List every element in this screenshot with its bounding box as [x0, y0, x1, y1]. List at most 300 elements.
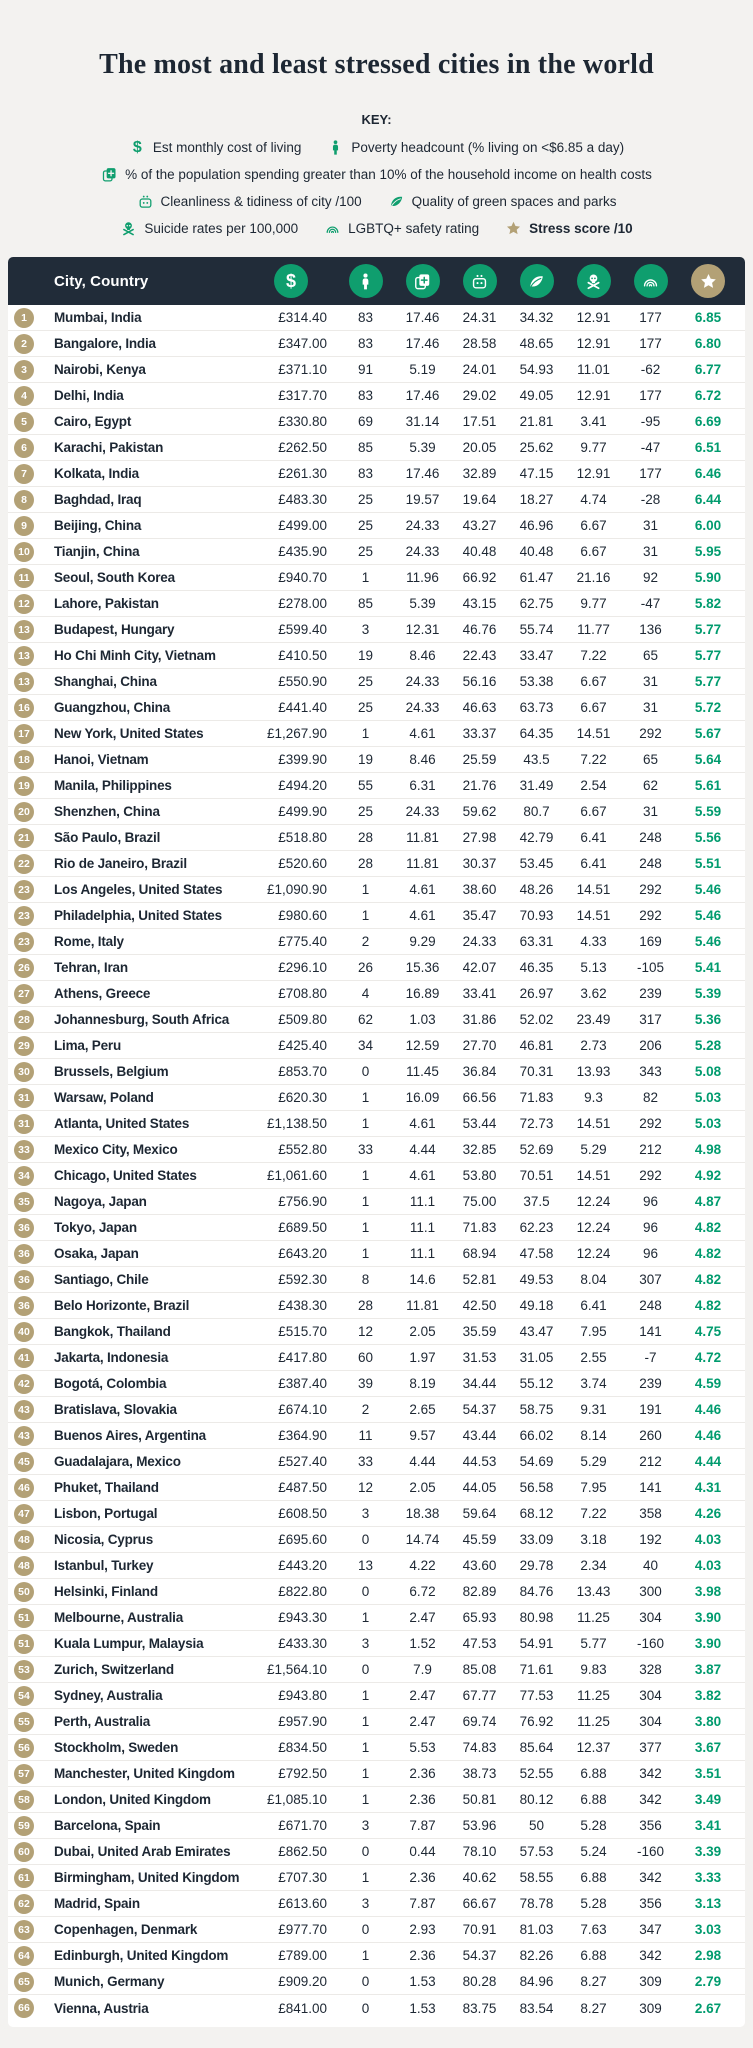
- cost-of-living-cell: £425.40: [278, 1038, 327, 1053]
- table-row: [8, 903, 745, 929]
- stress-score-cell: 4.82: [694, 1272, 722, 1287]
- stress-score-cell: 5.56: [694, 830, 722, 845]
- health-cost-cell: 31.14: [405, 414, 440, 429]
- rank-badge: 48: [14, 1530, 34, 1550]
- suicide-rate-cell: 2.73: [580, 1038, 607, 1053]
- lgbtq-rating-cell: 356: [639, 1896, 662, 1911]
- health-cost-cell: 19.57: [405, 492, 440, 507]
- stress-score-cell: 6.46: [694, 466, 722, 481]
- table-row: [8, 1319, 745, 1345]
- cleanliness-cell: 35.47: [462, 908, 497, 923]
- green-space-cell: 46.96: [519, 518, 554, 533]
- suicide-rate-cell: 9.77: [580, 440, 607, 455]
- suicide-rate-cell: 5.29: [580, 1142, 607, 1157]
- green-space-cell: 58.75: [519, 1402, 554, 1417]
- green-space-cell: 58.55: [519, 1870, 554, 1885]
- key-label: Poverty headcount (% living on <$6.85 a day): [351, 139, 625, 155]
- rank-badge: 57: [14, 1764, 34, 1784]
- lgbtq-rating-cell: 31: [642, 544, 659, 559]
- poverty-cell: 85: [357, 440, 374, 455]
- cost-of-living-cell: £940.70: [278, 570, 327, 585]
- city-name: Vienna, Austria: [54, 2000, 149, 2016]
- table-row: [8, 1449, 745, 1475]
- lgbtq-rating-cell: 212: [639, 1454, 662, 1469]
- stress-score-cell: 4.82: [694, 1246, 722, 1261]
- green-space-cell: 52.02: [519, 1012, 554, 1027]
- health-cost-cell: 7.9: [413, 1662, 432, 1677]
- poverty-cell: 1: [361, 1194, 370, 1209]
- suicide-rate-cell: 6.88: [580, 1792, 607, 1807]
- stress-score-cell: 5.77: [694, 674, 722, 689]
- table-row: [8, 1761, 745, 1787]
- stress-score-cell: 5.77: [694, 648, 722, 663]
- stress-table: [8, 257, 745, 2027]
- cleanliness-cell: 21.76: [462, 778, 497, 793]
- cleanliness-icon: [137, 193, 154, 210]
- rank-badge: 65: [14, 1972, 34, 1992]
- lgbtq-rating-cell: 342: [639, 1766, 662, 1781]
- health-cost-cell: 12.31: [405, 622, 440, 637]
- health-cost-cell: 4.44: [409, 1454, 436, 1469]
- lgbtq-rating-cell: 347: [639, 1922, 662, 1937]
- suicide-rate-cell: 3.18: [580, 1532, 607, 1547]
- city-name: Phuket, Thailand: [54, 1480, 159, 1495]
- rank-badge: 4: [14, 386, 34, 406]
- lgbtq-rating-cell: -160: [636, 1636, 665, 1651]
- suicide-rate-cell: 6.67: [580, 674, 607, 689]
- green-space-cell: 49.05: [519, 388, 554, 403]
- suicide-rate-cell: 4.74: [580, 492, 607, 507]
- health-cost-cell: 8.19: [409, 1376, 436, 1391]
- poverty-cell: 1: [361, 1740, 370, 1755]
- suicide-rate-cell: 8.04: [580, 1272, 607, 1287]
- city-name: Bratislava, Slovakia: [54, 1402, 177, 1417]
- green-space-cell: 63.31: [519, 934, 554, 949]
- city-name: Barcelona, Spain: [54, 1818, 161, 1833]
- poverty-cell: 4: [361, 986, 370, 1001]
- poverty-cell: 1: [361, 570, 370, 585]
- table-row: [8, 643, 745, 669]
- table-row: [8, 929, 745, 955]
- stress-score-cell: 5.72: [694, 700, 722, 715]
- cleanliness-cell: 54.37: [462, 1402, 497, 1417]
- green-space-cell: 84.76: [519, 1584, 554, 1599]
- city-name: Shenzhen, China: [54, 804, 160, 819]
- leaf-icon: [520, 264, 554, 298]
- rank-badge: 61: [14, 1868, 34, 1888]
- health-cost-cell: 11.96: [406, 570, 439, 585]
- cost-of-living-cell: £1,138.50: [266, 1116, 327, 1131]
- suicide-rate-cell: 6.88: [580, 1948, 607, 1963]
- poverty-cell: 25: [357, 804, 374, 819]
- city-name: Santiago, Chile: [54, 1272, 149, 1287]
- key-label: % of the population spending greater than 10% of the household income on health costs: [125, 166, 652, 182]
- cleanliness-cell: 36.84: [462, 1064, 497, 1079]
- lgbtq-rating-cell: 317: [639, 1012, 662, 1027]
- suicide-rate-cell: 12.91: [576, 310, 611, 325]
- cost-of-living-cell: £592.30: [278, 1272, 327, 1287]
- green-space-cell: 33.47: [519, 648, 554, 663]
- cleanliness-cell: 32.85: [462, 1142, 497, 1157]
- suicide-rate-cell: 12.37: [576, 1740, 611, 1755]
- green-space-cell: 84.96: [519, 1974, 554, 1989]
- cleanliness-cell: 43.15: [462, 596, 497, 611]
- health-cost-cell: 7.87: [409, 1818, 436, 1833]
- rank-badge: 56: [14, 1738, 34, 1758]
- suicide-rate-cell: 3.41: [580, 414, 607, 429]
- lgbtq-rating-cell: 292: [639, 726, 662, 741]
- stress-score-cell: 5.03: [694, 1116, 722, 1131]
- lgbtq-rating-cell: 309: [639, 2000, 662, 2016]
- cost-of-living-cell: £708.80: [278, 986, 327, 1001]
- green-space-cell: 54.91: [519, 1636, 554, 1651]
- stress-score-cell: 5.82: [694, 596, 722, 611]
- health-cost-cell: 14.6: [409, 1272, 436, 1287]
- key-label: Quality of green spaces and parks: [411, 193, 617, 209]
- health-cost-cell: 4.61: [409, 908, 436, 923]
- city-name: Nagoya, Japan: [54, 1194, 147, 1209]
- lgbtq-rating-cell: 304: [639, 1688, 662, 1703]
- lgbtq-rating-cell: 136: [639, 622, 662, 637]
- lgbtq-rating-cell: 260: [639, 1428, 662, 1443]
- green-space-cell: 64.35: [519, 726, 554, 741]
- table-row: [8, 1475, 745, 1501]
- city-name: Osaka, Japan: [54, 1246, 139, 1261]
- health-cost-cell: 12.59: [405, 1038, 440, 1053]
- health-cost-cell: 1.53: [409, 1974, 436, 1989]
- table-row: [8, 409, 745, 435]
- table-row: [8, 1865, 745, 1891]
- table-row: [8, 1397, 745, 1423]
- rank-badge: 21: [14, 828, 34, 848]
- lgbtq-rating-cell: 292: [639, 1168, 662, 1183]
- green-space-cell: 31.05: [519, 1350, 554, 1365]
- city-name: Beijing, China: [54, 518, 142, 533]
- city-name: New York, United States: [54, 726, 204, 741]
- city-name: Edinburgh, United Kingdom: [54, 1948, 229, 1963]
- rank-badge: 3: [14, 360, 34, 380]
- cost-of-living-cell: £643.20: [278, 1246, 327, 1261]
- green-space-cell: 46.35: [519, 960, 554, 975]
- city-name: Madrid, Spain: [54, 1896, 140, 1911]
- city-name: Chicago, United States: [54, 1168, 197, 1183]
- leaf-icon: [388, 193, 405, 210]
- lgbtq-rating-cell: 248: [639, 856, 662, 871]
- table-row: [8, 1969, 745, 1995]
- city-name: Jakarta, Indonesia: [54, 1350, 169, 1365]
- city-name: Buenos Aires, Argentina: [54, 1428, 206, 1443]
- city-name: Nicosia, Cyprus: [54, 1532, 154, 1547]
- green-space-cell: 46.81: [519, 1038, 554, 1053]
- suicide-rate-cell: 6.41: [580, 830, 607, 845]
- city-name: Brussels, Belgium: [54, 1064, 169, 1079]
- cleanliness-cell: 17.51: [462, 414, 497, 429]
- cleanliness-cell: 19.64: [462, 492, 497, 507]
- city-name: Baghdad, Iraq: [54, 492, 142, 507]
- green-space-cell: 54.93: [519, 362, 554, 377]
- stress-score-cell: 3.90: [694, 1636, 722, 1651]
- green-space-cell: 56.58: [519, 1480, 554, 1495]
- cost-of-living-cell: £387.40: [278, 1376, 327, 1391]
- rank-badge: 17: [14, 724, 34, 744]
- cleanliness-cell: 33.37: [462, 726, 497, 741]
- table-row: [8, 1163, 745, 1189]
- dollar-icon: $: [274, 264, 308, 298]
- table-row: [8, 669, 745, 695]
- cleanliness-cell: 53.96: [462, 1818, 497, 1833]
- suicide-rate-cell: 12.24: [576, 1220, 611, 1235]
- rank-badge: 23: [14, 906, 34, 926]
- green-space-cell: 26.97: [519, 986, 554, 1001]
- poverty-cell: 62: [357, 1012, 374, 1027]
- cost-of-living-cell: £977.70: [278, 1922, 327, 1937]
- cost-of-living-cell: £518.80: [278, 830, 327, 845]
- star-icon: [505, 220, 522, 237]
- stress-score-cell: 3.13: [694, 1896, 722, 1911]
- stress-score-cell: 3.98: [694, 1584, 722, 1599]
- poverty-cell: 11: [358, 1428, 373, 1443]
- green-space-cell: 47.15: [519, 466, 554, 481]
- health-cost-cell: 2.05: [409, 1480, 436, 1495]
- health-card-icon: [101, 166, 118, 183]
- cost-of-living-cell: £775.40: [278, 934, 327, 949]
- table-row: [8, 1241, 745, 1267]
- lgbtq-rating-cell: 292: [639, 908, 662, 923]
- lgbtq-rating-cell: 356: [639, 1818, 662, 1833]
- table-row: [8, 799, 745, 825]
- poverty-cell: 2: [361, 934, 370, 949]
- lgbtq-rating-cell: 292: [639, 1116, 662, 1131]
- suicide-rate-cell: 9.3: [584, 1090, 603, 1105]
- city-name: Tianjin, China: [54, 544, 140, 559]
- cleanliness-cell: 24.31: [462, 310, 497, 325]
- green-space-cell: 52.69: [519, 1142, 554, 1157]
- cost-of-living-cell: £980.60: [278, 908, 327, 923]
- stress-score-cell: 3.80: [694, 1714, 722, 1729]
- cleanliness-cell: 53.44: [462, 1116, 497, 1131]
- health-cost-cell: 9.57: [409, 1428, 436, 1443]
- lgbtq-rating-cell: 342: [639, 1870, 662, 1885]
- poverty-cell: 26: [357, 960, 374, 975]
- cleanliness-cell: 25.59: [462, 752, 497, 767]
- suicide-rate-cell: 6.88: [580, 1870, 607, 1885]
- cleanliness-cell: 44.05: [462, 1480, 497, 1495]
- health-cost-cell: 2.93: [409, 1922, 436, 1937]
- rank-badge: 41: [14, 1348, 34, 1368]
- cost-of-living-cell: £943.30: [278, 1610, 327, 1625]
- stress-score-cell: 5.41: [694, 960, 722, 975]
- rank-badge: 36: [14, 1244, 34, 1264]
- green-space-cell: 78.78: [519, 1896, 554, 1911]
- poverty-cell: 0: [361, 1662, 370, 1677]
- key-label: Stress score /10: [529, 220, 633, 236]
- lgbtq-rating-cell: 82: [642, 1090, 659, 1105]
- city-name: Mumbai, India: [54, 310, 142, 325]
- table-row: [8, 825, 745, 851]
- cost-of-living-cell: £608.50: [278, 1506, 327, 1521]
- table-row: [8, 591, 745, 617]
- green-space-cell: 52.55: [519, 1766, 554, 1781]
- poverty-cell: 1: [361, 908, 370, 923]
- cost-of-living-cell: £862.50: [278, 1844, 327, 1859]
- suicide-rate-cell: 2.54: [580, 778, 607, 793]
- health-cost-cell: 6.72: [409, 1584, 436, 1599]
- table-row: [8, 851, 745, 877]
- stress-score-cell: 6.85: [694, 310, 722, 325]
- key-line-3: [0, 193, 753, 209]
- table-row: [8, 1839, 745, 1865]
- poverty-cell: 1: [361, 1090, 370, 1105]
- cost-of-living-cell: £483.30: [278, 492, 327, 507]
- cleanliness-cell: 56.16: [462, 674, 497, 689]
- lgbtq-rating-cell: -62: [640, 362, 661, 377]
- poverty-cell: 0: [361, 1532, 370, 1547]
- green-space-cell: 53.45: [519, 856, 554, 871]
- poverty-cell: 2: [361, 1402, 370, 1417]
- poverty-cell: 0: [361, 1844, 370, 1859]
- cost-of-living-cell: £599.40: [278, 622, 327, 637]
- dollar-icon: $: [132, 138, 142, 156]
- cost-of-living-cell: £317.70: [278, 388, 327, 403]
- health-cost-cell: 24.33: [405, 518, 440, 533]
- city-name: Guadalajara, Mexico: [54, 1454, 181, 1469]
- rank-badge: 5: [14, 412, 34, 432]
- cost-of-living-cell: £417.80: [278, 1350, 327, 1365]
- poverty-cell: 3: [361, 1818, 370, 1833]
- city-name: Melbourne, Australia: [54, 1610, 184, 1625]
- stress-score-cell: 4.46: [694, 1402, 722, 1417]
- cleanliness-cell: 66.92: [462, 570, 497, 585]
- stress-score-cell: 4.59: [694, 1376, 722, 1391]
- key-item-health: [101, 166, 652, 183]
- table-row: [8, 1527, 745, 1553]
- rank-badge: 31: [14, 1088, 34, 1108]
- lgbtq-rating-cell: 177: [639, 388, 662, 403]
- cost-of-living-cell: £441.40: [278, 700, 327, 715]
- lgbtq-rating-cell: 92: [642, 570, 659, 585]
- poverty-cell: 1: [361, 1246, 370, 1261]
- stress-score-cell: 5.64: [694, 752, 722, 767]
- poverty-cell: 1: [361, 726, 370, 741]
- stress-score-cell: 5.46: [694, 882, 722, 897]
- city-name: Nairobi, Kenya: [54, 362, 146, 377]
- table-row: [8, 1267, 745, 1293]
- poverty-cell: 83: [357, 310, 374, 325]
- cleanliness-cell: 27.98: [462, 830, 497, 845]
- green-space-cell: 70.93: [519, 908, 554, 923]
- table-row: [8, 955, 745, 981]
- poverty-cell: 33: [357, 1142, 374, 1157]
- rank-badge: 28: [14, 1010, 34, 1030]
- cleanliness-cell: 43.44: [462, 1428, 497, 1443]
- green-space-cell: 49.53: [519, 1272, 554, 1287]
- health-cost-cell: 8.46: [409, 648, 436, 663]
- health-cost-cell: 2.36: [409, 1948, 436, 1963]
- stress-score-cell: 4.72: [694, 1350, 722, 1365]
- lgbtq-rating-cell: -7: [644, 1350, 657, 1365]
- lgbtq-rating-cell: 248: [639, 1298, 662, 1313]
- green-space-cell: 70.51: [519, 1168, 554, 1183]
- poverty-cell: 85: [357, 596, 374, 611]
- poverty-cell: 34: [357, 1038, 374, 1053]
- cost-of-living-cell: £671.70: [278, 1818, 327, 1833]
- suicide-rate-cell: 9.31: [580, 1402, 607, 1417]
- table-row: [8, 1215, 745, 1241]
- stress-score-cell: 5.36: [694, 1012, 722, 1027]
- stress-score-cell: 4.82: [694, 1220, 722, 1235]
- rank-badge: 42: [14, 1374, 34, 1394]
- green-space-cell: 72.73: [519, 1116, 554, 1131]
- key-legend: [0, 112, 753, 236]
- table-row: [8, 1605, 745, 1631]
- cost-of-living-cell: £515.70: [278, 1324, 327, 1339]
- health-cost-cell: 4.44: [409, 1142, 436, 1157]
- health-cost-cell: 11.81: [406, 856, 439, 871]
- health-cost-cell: 17.46: [405, 336, 440, 351]
- cleanliness-cell: 20.05: [462, 440, 497, 455]
- poverty-cell: 3: [361, 1636, 370, 1651]
- cleanliness-cell: 83.75: [462, 2000, 497, 2016]
- health-cost-cell: 2.47: [409, 1610, 436, 1625]
- lgbtq-rating-cell: 65: [642, 648, 659, 663]
- cost-of-living-cell: £1,564.10: [266, 1662, 327, 1677]
- table-row: [8, 513, 745, 539]
- city-name: Rome, Italy: [54, 934, 124, 949]
- cleanliness-cell: 47.53: [462, 1636, 497, 1651]
- city-name: Seoul, South Korea: [54, 570, 175, 585]
- rank-badge: 8: [14, 490, 34, 510]
- cost-of-living-cell: £853.70: [278, 1064, 327, 1079]
- green-space-cell: 68.12: [519, 1506, 554, 1521]
- suicide-rate-cell: 5.77: [580, 1636, 607, 1651]
- poverty-cell: 0: [361, 1584, 370, 1599]
- lgbtq-rating-cell: 177: [639, 310, 662, 325]
- lgbtq-rating-cell: 31: [642, 804, 659, 819]
- rank-badge: 26: [14, 958, 34, 978]
- poverty-cell: 1: [361, 1116, 370, 1131]
- rank-badge: 62: [14, 1894, 34, 1914]
- health-cost-cell: 14.74: [405, 1532, 440, 1547]
- cost-of-living-cell: £314.40: [278, 310, 327, 325]
- cleanliness-cell: 85.08: [462, 1662, 497, 1677]
- suicide-rate-cell: 11.25: [577, 1610, 610, 1625]
- person-icon: [349, 264, 383, 298]
- green-space-cell: 62.23: [519, 1220, 554, 1235]
- cost-of-living-cell: £399.90: [278, 752, 327, 767]
- table-row: [8, 539, 745, 565]
- table-row: [8, 1735, 745, 1761]
- rank-badge: 40: [14, 1322, 34, 1342]
- lgbtq-rating-cell: 300: [639, 1584, 662, 1599]
- green-space-cell: 31.49: [519, 778, 554, 793]
- rank-badge: 1: [14, 308, 34, 328]
- cleanliness-cell: 34.44: [462, 1376, 497, 1391]
- table-row: [8, 565, 745, 591]
- cleanliness-cell: 52.81: [462, 1272, 497, 1287]
- green-space-cell: 76.92: [519, 1714, 554, 1729]
- lgbtq-rating-cell: 141: [639, 1324, 662, 1339]
- green-space-cell: 25.62: [519, 440, 554, 455]
- city-name: São Paulo, Brazil: [54, 830, 161, 845]
- cleanliness-cell: 38.60: [462, 882, 497, 897]
- health-cost-cell: 2.36: [409, 1870, 436, 1885]
- cleanliness-cell: 54.37: [462, 1948, 497, 1963]
- health-cost-cell: 11.81: [406, 830, 439, 845]
- page-title: The most and least stressed cities in the world: [99, 49, 654, 80]
- city-name: Kolkata, India: [54, 466, 139, 481]
- stress-score-cell: 3.39: [694, 1844, 722, 1859]
- city-name: Warsaw, Poland: [54, 1090, 154, 1105]
